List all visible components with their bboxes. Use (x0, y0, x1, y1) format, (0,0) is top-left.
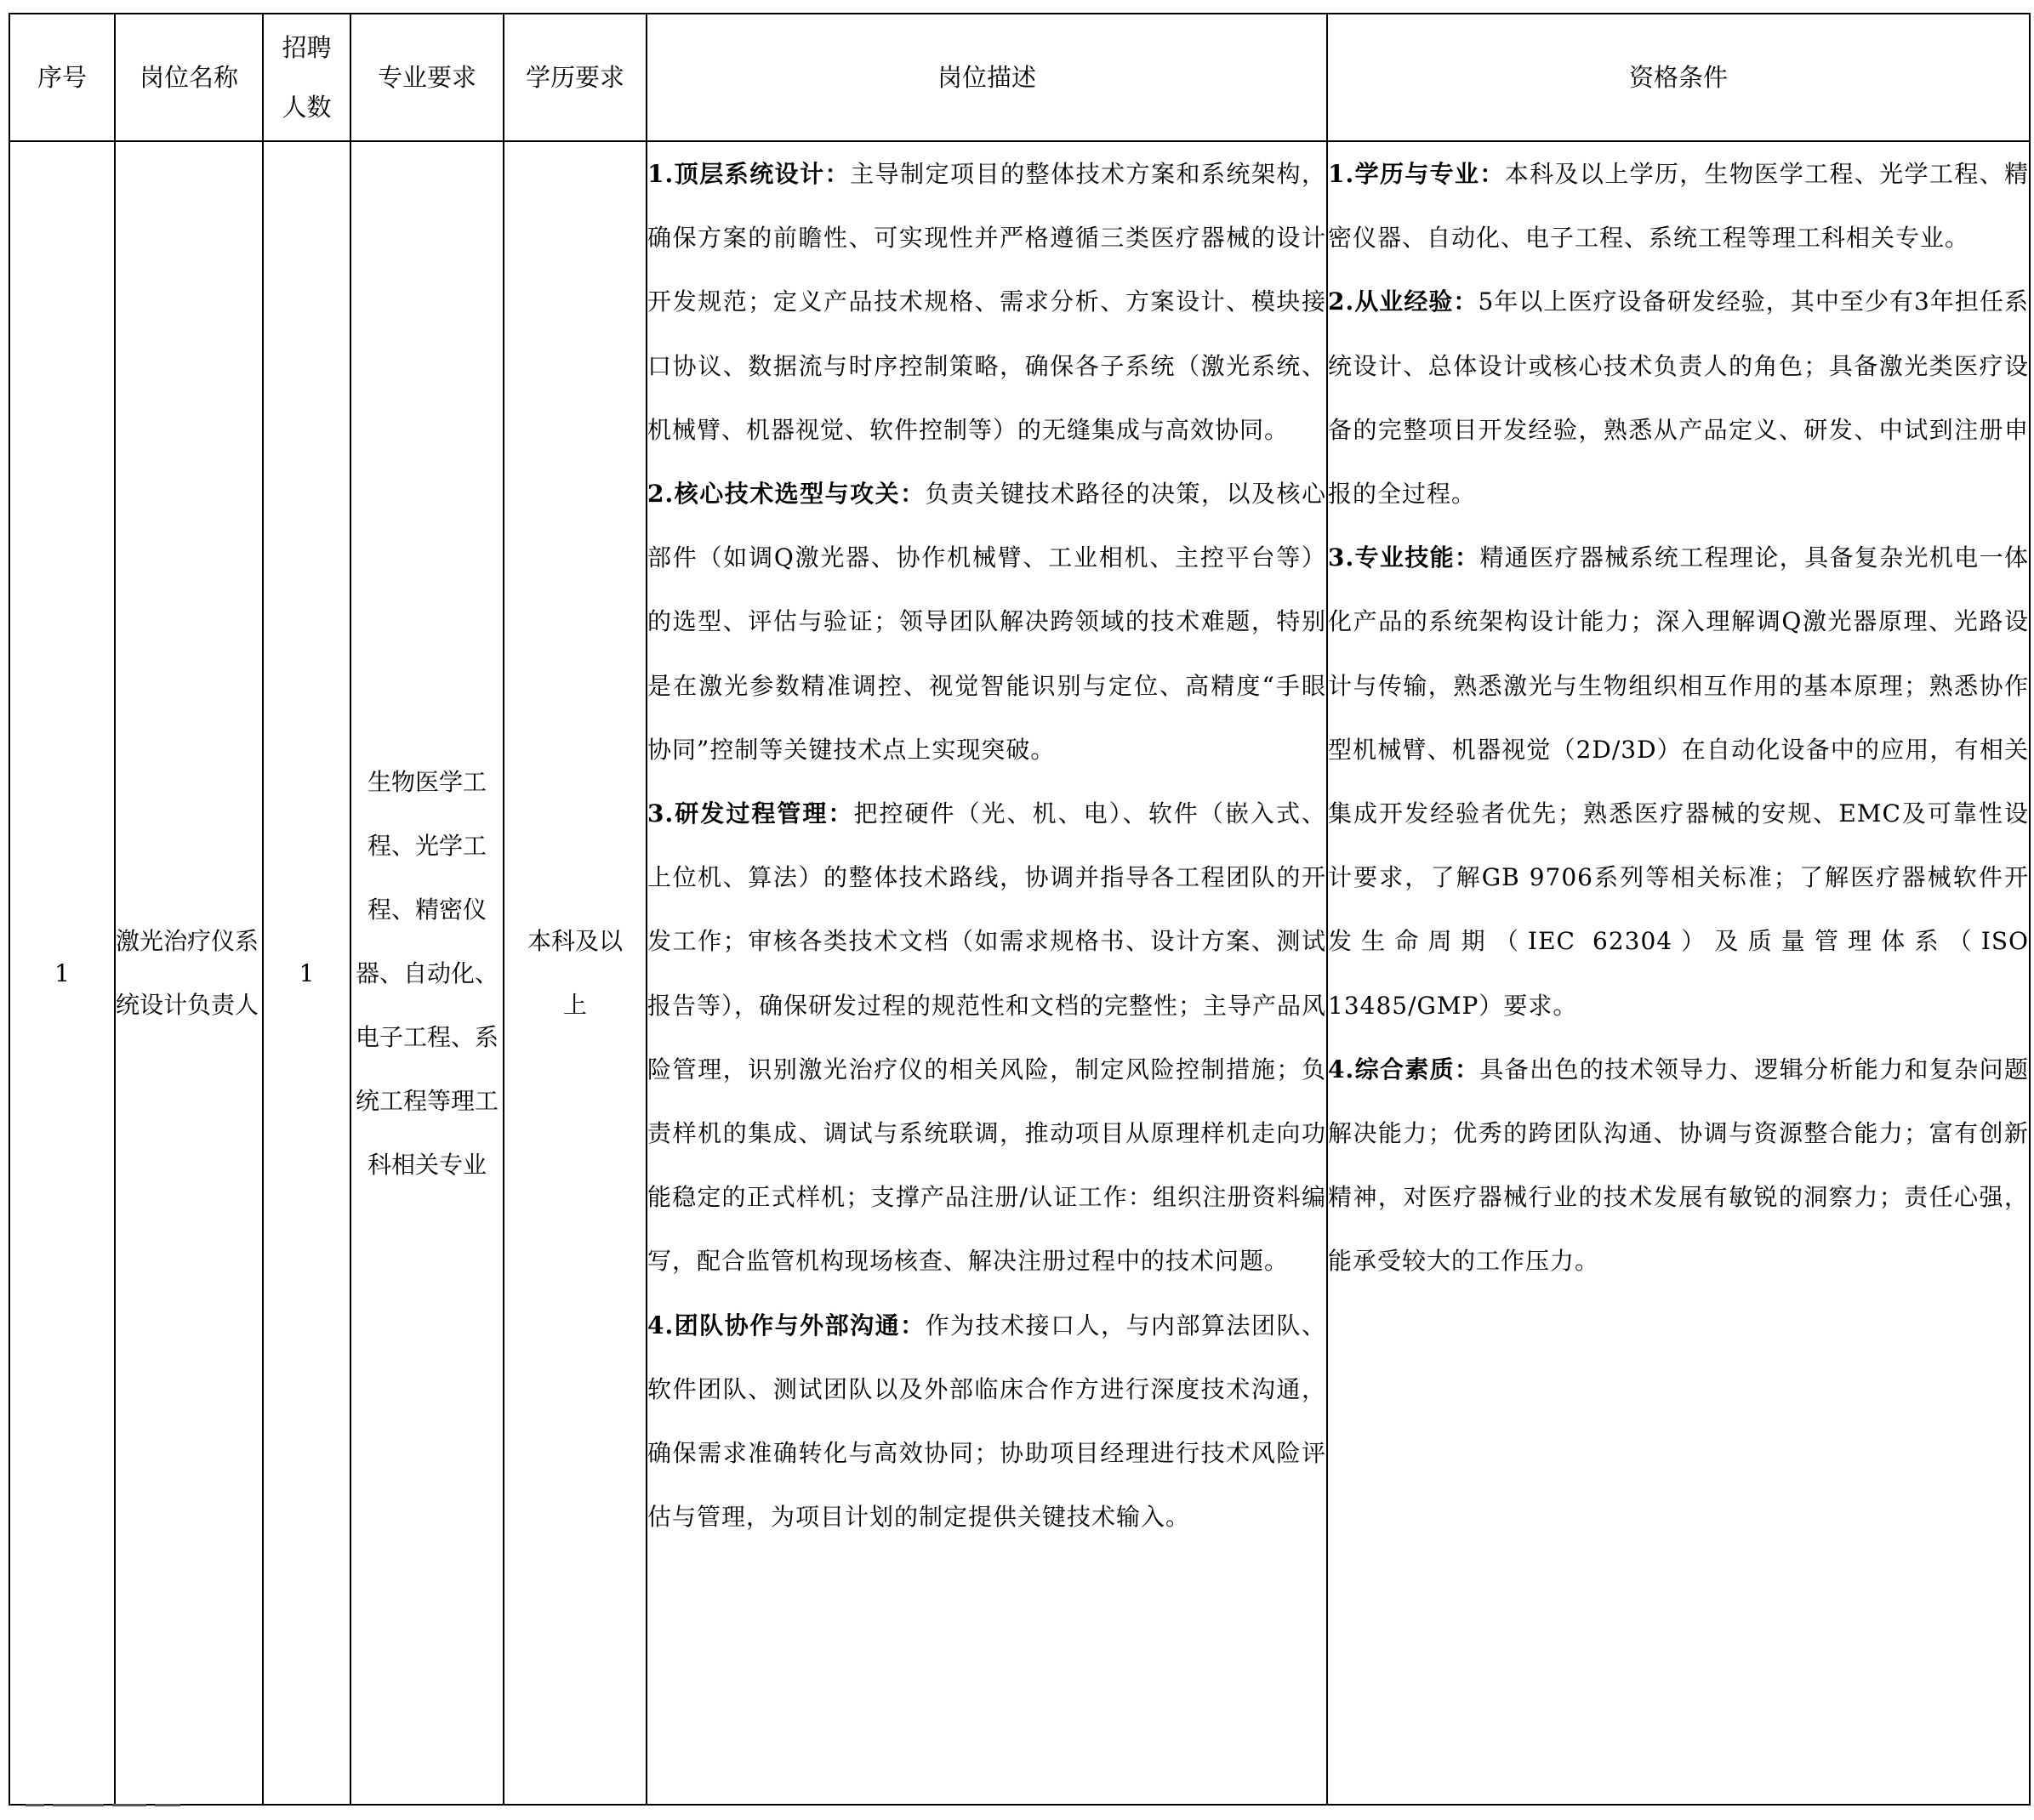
description-item-1 (647, 142, 1326, 462)
cell-education: 本科及以上 (504, 141, 647, 1805)
qualification-item-text: 5年以上医疗设备研发经验，其中至少有3年担任系统设计、总体设计或核心技术负责人的角色；具备激光类医疗设备的完整项目开发经验，熟悉从产品定义、研发、中试到注册申报的全过程。 (1328, 287, 2029, 509)
qualification-item-1 (1328, 142, 2029, 270)
header-position: 岗位名称 (115, 14, 263, 141)
cell-qualifications (1327, 141, 2030, 1805)
table-row (9, 141, 2030, 1805)
description-item-2 (647, 462, 1326, 782)
description-item-text: 负责关键技术路径的决策，以及核心部件（如调Q激光器、协作机械臂、工业相机、主控平台等）的选型、评估与验证；领导团队解决跨领域的技术难题，特别是在激光参数精准调控、视觉智能识别与定位、高精度“手眼协同”控制等关键技术点上实现突破。 (647, 480, 1326, 764)
qualification-item-title: 2.从业经验： (1328, 287, 1478, 316)
cell-count: 1 (263, 141, 350, 1805)
qualification-item-title: 4.综合素质： (1328, 1055, 1480, 1083)
cell-description (647, 141, 1327, 1805)
cell-position: 激光治疗仪系统设计负责人 (115, 141, 263, 1805)
description-item-title: 2.核心技术选型与攻关： (647, 480, 926, 509)
header-education: 学历要求 (504, 14, 647, 141)
description-item-text: 把控硬件（光、机、电）、软件（嵌入式、上位机、算法）的整体技术路线，协调并指导各工程团队的开发工作；审核各类技术文档（如需求规格书、设计方案、测试报告等），确保研发过程的规范性和文档的完整性；主导产品风险管理，识别激光治疗仪的相关风险，制定风险控制措施；负责样机的集成、调试与系统联调，推动项目从原理样机走向功能稳定的正式样机；支撑产品注册/认证工作：组织注册资料编写，配合监管机构现场核查、解决注册过程中的技术问题。 (647, 799, 1327, 1276)
cell-major: 生物医学工程、光学工程、精密仪器、自动化、电子工程、系统工程等理工科相关专业 (350, 141, 504, 1805)
description-item-title: 4.团队协作与外部沟通： (647, 1311, 926, 1339)
qualification-item-text: 精通医疗器械系统工程理论，具备复杂光机电一体化产品的系统架构设计能力；深入理解调Q激光器原理、光路设计与传输，熟悉激光与生物组织相互作用的基本原理；熟悉协作型机械臂、机器视觉（2D/3D）在自动化设备中的应用，有相关集成开发经验者优先；熟悉医疗器械的安规、EMC及可靠性设计要求，了解GB 9706系列等相关标准；了解医疗器械软件开发生命周期（IEC 62304）及质量管理体系（ISO 13485/GMP）要求。 (1328, 543, 2029, 1020)
qualification-item-2 (1328, 270, 2029, 526)
table-header-row (9, 14, 2030, 141)
description-item-title: 1.顶层系统设计： (647, 160, 851, 188)
qualification-item-title: 1.学历与专业： (1328, 160, 1505, 188)
description-item-4 (647, 1294, 1326, 1550)
description-item-3 (647, 782, 1326, 1294)
header-count (263, 14, 350, 141)
cell-index: 1 (9, 141, 115, 1805)
qualification-item-text: 具备出色的技术领导力、逻辑分析能力和复杂问题解决能力；优秀的跨团队沟通、协调与资源整合能力；富有创新精神，对医疗器械行业的技术发展有敏锐的洞察力；责任心强，能承受较大的工作压力。 (1328, 1055, 2029, 1276)
header-index: 序号 (9, 14, 115, 141)
header-description: 岗位描述 (647, 14, 1327, 141)
qualification-item-3 (1328, 526, 2029, 1038)
header-qualifications: 资格条件 (1327, 14, 2030, 141)
description-item-title: 3.研发过程管理： (647, 799, 854, 828)
description-item-text: 作为技术接口人，与内部算法团队、软件团队、测试团队以及外部临床合作方进行深度技术沟通，确保需求准确转化与高效协同；协助项目经理进行技术风险评估与管理，为项目计划的制定提供关键技术输入。 (647, 1311, 1326, 1532)
header-major: 专业要求 (350, 14, 504, 141)
header-count-label: 招聘人数 (282, 33, 332, 122)
recruitment-table (9, 13, 2031, 1806)
page-bottom-edge-fragment (26, 1804, 230, 1807)
qualification-item-title: 3.专业技能： (1328, 543, 1480, 572)
qualification-item-text: 本科及以上学历，生物医学工程、光学工程、精密仪器、自动化、电子工程、系统工程等理工科相关专业。 (1328, 160, 2029, 253)
description-item-text: 主导制定项目的整体技术方案和系统架构，确保方案的前瞻性、可实现性并严格遵循三类医疗器械的设计开发规范；定义产品技术规格、需求分析、方案设计、模块接口协议、数据流与时序控制策略，确保各子系统（激光系统、机械臂、机器视觉、软件控制等）的无缝集成与高效协同。 (647, 160, 1326, 444)
qualification-item-4 (1328, 1038, 2029, 1294)
